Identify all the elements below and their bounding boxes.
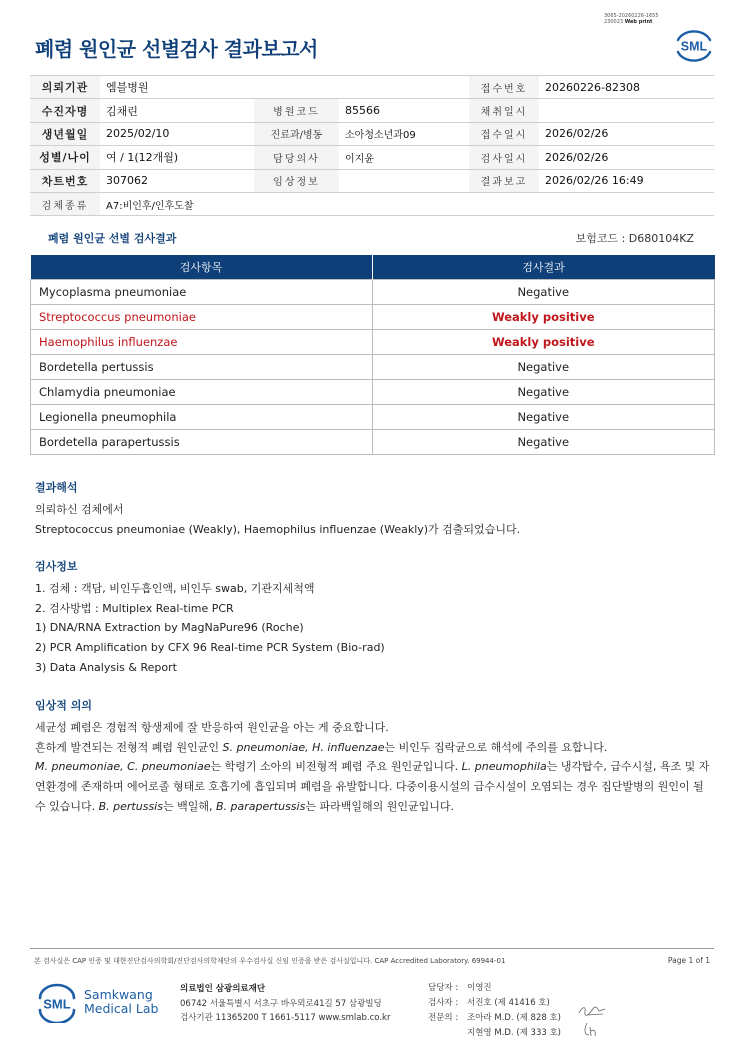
table-row	[31, 279, 715, 304]
test-result: Negative	[372, 404, 714, 429]
accreditation-note: 본 검사실은 CAP 인증 및 대한진단검사의학회/진단검사의학재단의 우수검사실 신임 인증을 받은 검사실입니다. CAP Accredited Laboratory. 69944-01	[34, 957, 506, 965]
table-row	[31, 404, 715, 429]
signature-icon	[577, 1004, 607, 1018]
species-name: S. pneumoniae, H. influenzae	[222, 740, 385, 754]
institution-label: 의뢰기관	[30, 76, 100, 99]
test-item: Legionella pneumophila	[31, 404, 373, 429]
test-item: Bordetella pertussis	[31, 354, 373, 379]
report-date-value: 2026/02/26 16:49	[539, 169, 714, 192]
test-item: Streptococcus pneumoniae	[31, 304, 373, 329]
test-item: Mycoplasma pneumoniae	[31, 279, 373, 304]
test-info-heading: 검사정보	[35, 560, 78, 573]
physician-value: 이지윤	[339, 146, 469, 169]
dob-label: 생년월일	[30, 122, 100, 145]
test-result: Negative	[372, 430, 714, 455]
info-row	[30, 146, 714, 169]
species-name: B. parapertussis	[215, 799, 306, 813]
significance-text: 흔하게 발견되는 전형적 폐렴 원인균인	[35, 740, 223, 754]
dob-value: 2025/02/10	[100, 122, 254, 145]
species-name: B. pertussis	[98, 799, 163, 813]
sml-logo-text: SML	[680, 39, 708, 54]
receipt-no-value: 20260226-82308	[539, 76, 714, 99]
info-row	[30, 169, 714, 192]
test-info-line: 1. 검체 : 객담, 비인두흡인액, 비인두 swab, 기관지세척액	[35, 581, 315, 595]
test-info-line: 1) DNA/RNA Extraction by MagNaPure96 (Roche)	[35, 621, 304, 635]
sml-logo-text: SML	[43, 996, 71, 1012]
department-value: 소아청소년과09	[339, 122, 469, 145]
patient-name-label: 수진자명	[30, 99, 100, 122]
results-header-row	[31, 255, 715, 279]
specimen-value: A7:비인후/인후도찰	[100, 192, 714, 215]
hospital-code-label: 병원코드	[254, 99, 339, 122]
test-result: Weakly positive	[372, 304, 714, 329]
table-row	[31, 379, 715, 404]
test-result: Negative	[372, 379, 714, 404]
chart-no-label: 차트번호	[30, 169, 100, 192]
test-info-line: 3) Data Analysis & Report	[35, 660, 177, 674]
interpretation-line: 의뢰하신 검체에서	[35, 502, 124, 516]
staff-name: 서진호 (제 41416 호)	[467, 998, 550, 1008]
clinical-info-value	[339, 169, 469, 192]
test-item: Bordetella parapertussis	[31, 430, 373, 455]
physician-label: 담당의사	[254, 146, 339, 169]
staff-row	[428, 981, 561, 996]
info-row	[30, 192, 714, 215]
significance-text: 는 학령기 소아의 비전형적 폐렴 주요 원인균입니다.	[210, 760, 462, 774]
interpretation-line: Streptococcus pneumoniae (Weakly), Haemophilus influenzae (Weakly)가 검출되었습니다.	[35, 522, 521, 536]
document-id	[604, 13, 659, 25]
results-header-item: 검사항목	[31, 255, 373, 279]
table-row	[31, 430, 715, 455]
staff-role: 담당자 :	[428, 983, 459, 993]
test-info-line: 2. 검사방법 : Multiplex Real-time PCR	[35, 601, 234, 615]
organization-name: 의료법인 삼광의료재단	[180, 984, 266, 994]
department-label: 진료과/병동	[254, 122, 339, 145]
test-item: Haemophilus influenzae	[31, 329, 373, 354]
table-row	[31, 329, 715, 354]
test-info-section	[35, 557, 715, 678]
test-info-line: 2) PCR Amplification by CFX 96 Real-time PCR System (Bio-rad)	[35, 641, 385, 655]
sml-logo-icon	[673, 26, 715, 64]
test-item: Chlamydia pneumoniae	[31, 379, 373, 404]
chart-no-value: 307062	[100, 169, 254, 192]
patient-info-table	[30, 75, 714, 216]
results-header-result: 검사결과	[372, 255, 714, 279]
insurance-code: 보험코드 : D680104KZ	[575, 232, 694, 245]
test-date-value: 2026/02/26	[539, 146, 714, 169]
significance-paragraph	[35, 738, 715, 758]
brand-name	[84, 988, 158, 1016]
species-name: M. pneumoniae, C. pneumoniae	[35, 760, 211, 774]
test-result: Negative	[372, 354, 714, 379]
info-row	[30, 99, 714, 122]
brand-line: Medical Lab	[84, 1001, 159, 1016]
significance-text: 는 냉각탑수, 급수시설, 욕조 및 자연환경에 존재하며 에어로졸 형태로 호흡기에 흡입되며 폐렴을 유발합니다. 다중이용시설의 급수시설이 오염되는 경우 집단발병의 원인이 될 수 있습니다.	[35, 760, 710, 813]
clinical-info-label: 임상정보	[254, 169, 339, 192]
significance-text: 는 파라백일해의 원인균입니다.	[305, 799, 454, 813]
staff-role: 검사자 :	[428, 998, 459, 1008]
organization-address: 06742 서울특별시 서초구 바우뫼로41길 57 삼광빌딩	[180, 998, 382, 1009]
significance-paragraph: 세균성 폐렴은 경험적 항생제에 잘 반응하여 원인균을 아는 게 중요합니다.	[35, 720, 389, 734]
report-date-label: 결과보고	[469, 169, 539, 192]
collect-date-label: 채취일시	[469, 99, 539, 122]
document-id-code: 230023	[604, 19, 624, 25]
organization-info	[180, 982, 390, 1026]
sex-age-value: 여 / 1(12개월)	[100, 146, 254, 169]
staff-row	[428, 1026, 561, 1041]
staff-list	[428, 981, 561, 1041]
results-section-header	[30, 227, 714, 247]
significance-heading: 임상적 의의	[35, 699, 92, 712]
receipt-no-label: 접수번호	[469, 76, 539, 99]
interpretation-heading: 결과해석	[35, 481, 78, 494]
staff-role	[428, 1026, 467, 1041]
collect-date-value	[539, 99, 714, 122]
brand-line: Samkwang	[84, 987, 153, 1002]
table-row	[31, 304, 715, 329]
staff-row	[428, 1011, 561, 1026]
staff-name: 지현영 M.D. (제 333 호)	[467, 1028, 562, 1038]
species-name: L. pneumophila	[461, 760, 547, 774]
receipt-date-label: 접수일시	[469, 122, 539, 145]
signature-icon	[581, 1021, 601, 1039]
sex-age-label: 성별/나이	[30, 146, 100, 169]
receipt-date-value: 2026/02/26	[539, 122, 714, 145]
test-result: Weakly positive	[372, 329, 714, 354]
results-section-title: 폐렴 원인균 선별 검사결과	[48, 232, 177, 245]
organization-contact: 검사기관 11365200 T 1661-5117 www.smlab.co.kr	[180, 1013, 391, 1023]
info-row	[30, 76, 714, 99]
sml-logo-icon	[36, 983, 78, 1023]
hospital-code-value: 85566	[339, 99, 469, 122]
specimen-label: 검체종류	[30, 192, 100, 215]
significance-text: 는 백일해,	[162, 799, 216, 813]
staff-row	[428, 996, 561, 1011]
results-table	[30, 255, 715, 455]
staff-name: 조아라 M.D. (제 828 호)	[467, 1013, 562, 1023]
test-result: Negative	[372, 279, 714, 304]
web-print-label: Web print	[624, 19, 653, 25]
institution-value: 엠블병원	[100, 76, 469, 99]
info-row	[30, 122, 714, 145]
page-title: 폐렴 원인균 선별검사 결과보고서	[35, 37, 318, 61]
table-row	[31, 354, 715, 379]
document-id-line1: 3065-20260226-1655	[604, 13, 659, 19]
significance-paragraph	[35, 757, 715, 816]
clinical-significance-section	[35, 696, 715, 817]
significance-text: 는 비인두 집락균으로 해석에 주의를 요합니다.	[384, 740, 608, 754]
interpretation-section	[35, 478, 715, 539]
footer-divider	[30, 948, 714, 949]
staff-name: 이영진	[467, 983, 492, 993]
staff-role: 전문의 :	[428, 1013, 459, 1023]
patient-name-value: 김채린	[100, 99, 254, 122]
test-date-label: 검사일시	[469, 146, 539, 169]
page-number: Page 1 of 1	[667, 956, 710, 965]
